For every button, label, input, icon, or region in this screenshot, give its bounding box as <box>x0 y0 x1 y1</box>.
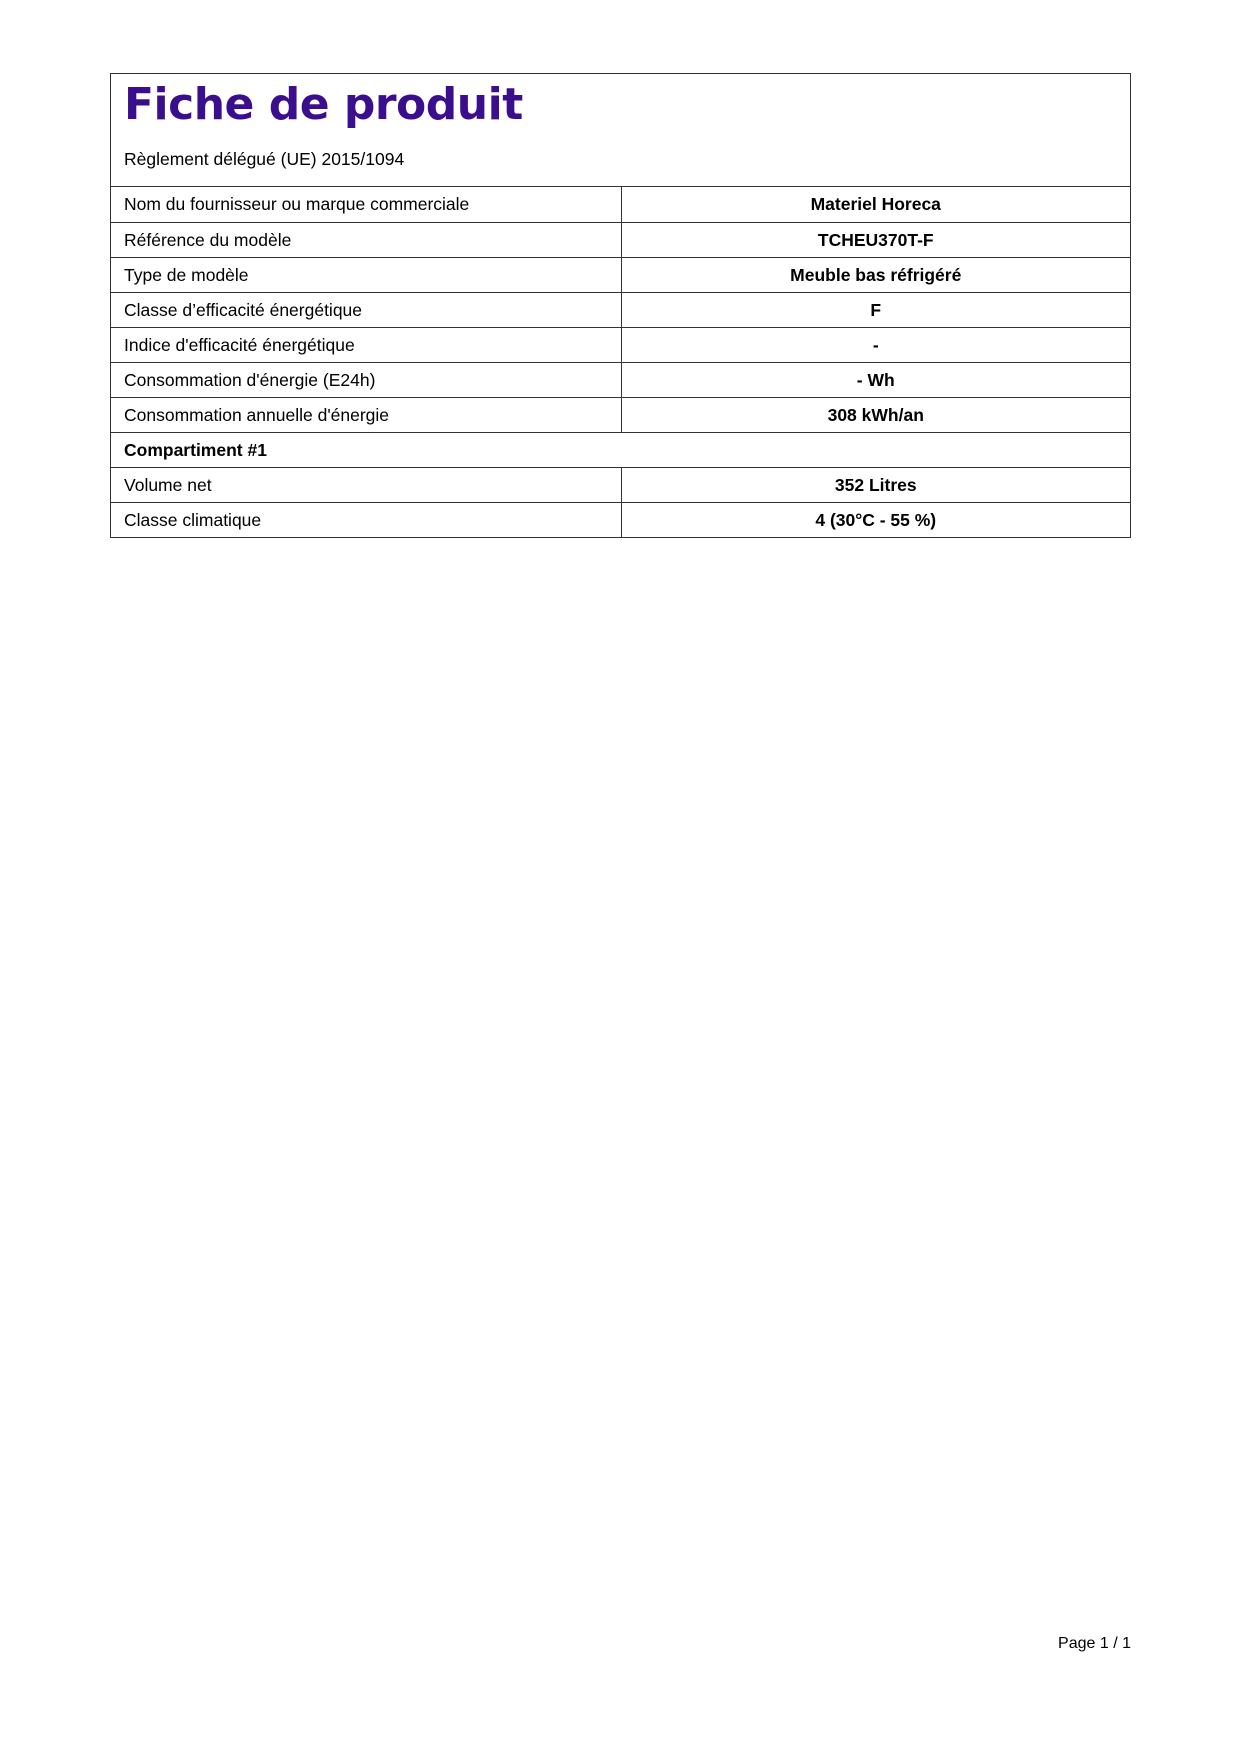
row-value-energy-class: F <box>621 292 1130 327</box>
row-label-energy-e24h: Consommation d'énergie (E24h) <box>111 362 621 397</box>
row-value-annual-energy: 308 kWh/an <box>621 397 1130 432</box>
spec-table <box>111 187 1130 537</box>
table-row <box>111 222 1130 257</box>
table-row <box>111 257 1130 292</box>
table-row <box>111 362 1130 397</box>
table-row <box>111 327 1130 362</box>
regulation-reference: Règlement délégué (UE) 2015/1094 <box>124 149 405 169</box>
product-sheet <box>110 73 1131 538</box>
row-value-net-volume: 352 Litres <box>621 467 1130 502</box>
row-label-climate-class: Classe climatique <box>111 502 621 537</box>
table-row <box>111 397 1130 432</box>
row-value-model-reference: TCHEU370T-F <box>621 222 1130 257</box>
row-label-net-volume: Volume net <box>111 467 621 502</box>
page-number: Page 1 / 1 <box>1058 1635 1131 1652</box>
row-label-annual-energy: Consommation annuelle d'énergie <box>111 397 621 432</box>
compartment-heading: Compartiment #1 <box>111 432 1130 467</box>
table-row <box>111 187 1130 222</box>
sheet-header <box>111 74 1130 187</box>
row-value-supplier: Materiel Horeca <box>810 194 941 215</box>
page-title: Fiche de produit <box>124 79 523 130</box>
row-value-climate-class: 4 (30°C - 55 %) <box>621 502 1130 537</box>
section-row <box>111 432 1130 467</box>
row-value-energy-index: - <box>621 327 1130 362</box>
row-label-energy-class: Classe d’efficacité énergétique <box>111 292 621 327</box>
row-value-model-type: Meuble bas réfrigéré <box>621 257 1130 292</box>
table-row <box>111 502 1130 537</box>
row-label-model-type: Type de modèle <box>111 257 621 292</box>
row-label-model-reference: Référence du modèle <box>111 222 621 257</box>
row-label-energy-index: Indice d'efficacité énergétique <box>111 327 621 362</box>
row-label-supplier: Nom du fournisseur ou marque commerciale <box>111 187 621 222</box>
row-value-energy-e24h: - Wh <box>621 362 1130 397</box>
table-row <box>111 467 1130 502</box>
table-row <box>111 292 1130 327</box>
